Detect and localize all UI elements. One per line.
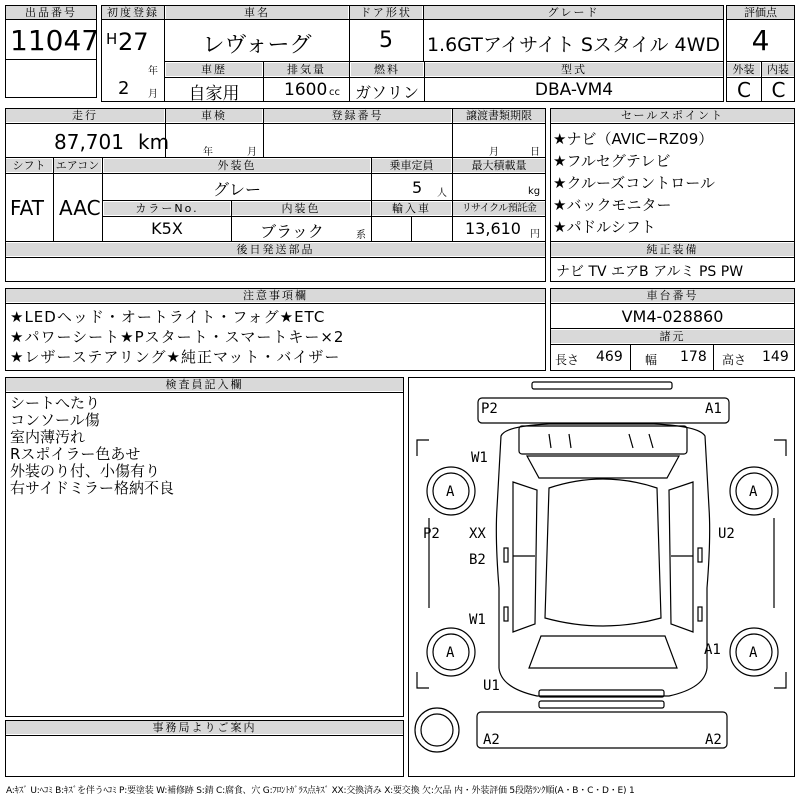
shift: FAT (10, 196, 45, 220)
car-diagram (409, 378, 794, 776)
note-line: ★パワーシート★Pスタート・スマートキー×2 (10, 328, 345, 346)
capacity-header: 乗車定員 (372, 159, 451, 172)
recycle-unit: 円 (530, 229, 540, 240)
code-a-rear-left: A (446, 645, 455, 661)
code-a2-left: A2 (483, 732, 500, 748)
inspection-month-unit: 月 (247, 147, 257, 158)
shift-header: シフト (6, 159, 52, 172)
width: 178 (680, 349, 707, 365)
year-unit: 年 (148, 66, 158, 77)
inspection-header: 車検 (166, 109, 262, 122)
code-w1-top: W1 (471, 450, 488, 466)
sales-point: ★パドルシフト (553, 218, 656, 236)
max-load-header: 最大積載量 (453, 159, 545, 172)
sales-point: ★フルセグテレビ (553, 152, 671, 170)
capacity: 5 (412, 178, 423, 197)
int-color: ブラック (260, 222, 324, 241)
door-count: 5 (379, 28, 393, 53)
front-windshield (527, 456, 679, 478)
mileage-unit: km (138, 130, 170, 154)
width-label: 幅 (645, 353, 658, 367)
length: 469 (596, 349, 623, 365)
first-reg-year: 27 (118, 28, 149, 56)
rear-lamp-bar (539, 701, 664, 708)
sales-point: ★ナビ（AVIC−RZ09） (553, 130, 714, 148)
office-header: 事務局よりご案内 (6, 721, 403, 734)
first-reg-header: 初度登録 (102, 6, 164, 19)
history-header: 車歴 (166, 63, 262, 76)
color-no-header: カラーNo. (104, 202, 230, 215)
recycle-fee: 13,610 (465, 219, 521, 238)
aircon: AAC (59, 196, 101, 220)
inspector-note: シートへたり (10, 394, 101, 412)
code-a-front-right: A (749, 484, 758, 500)
chassis-number: VM4-028860 (621, 307, 724, 326)
month-unit: 月 (148, 89, 158, 100)
reg-no-header: 登録番号 (264, 109, 451, 122)
code-b2: B2 (469, 552, 486, 568)
rear-window (529, 636, 677, 668)
displacement: 1600 (284, 80, 328, 100)
note-line: ★レザーステアリング★純正マット・バイザー (10, 348, 341, 366)
aircon-header: エアコン (55, 159, 100, 172)
inspection-year-unit: 年 (203, 147, 213, 158)
code-a-rear-right: A (749, 645, 758, 661)
code-xx: XX (469, 526, 486, 542)
car-body-outline (496, 424, 709, 696)
door-header: ドア形状 (350, 6, 422, 19)
inspector-notes-list (10, 395, 174, 497)
hood (519, 426, 687, 454)
front-bumper (478, 398, 729, 423)
left-doors (513, 482, 537, 632)
car-name-header: 車名 (166, 6, 348, 19)
inspector-note: 外装のり付、小傷有り (10, 462, 161, 480)
fuel: ガソリン (354, 83, 419, 102)
notes-list (10, 307, 344, 367)
code-p2-top: P2 (481, 401, 498, 417)
notes-header: 注意事項欄 (6, 289, 545, 302)
score-header: 評価点 (727, 6, 794, 19)
capacity-unit: 人 (437, 188, 447, 199)
ext-color: グレー (212, 180, 261, 199)
interior-grade: C (771, 78, 786, 102)
recycle-header: リサイクル預託金 (453, 202, 545, 215)
displacement-header: 排気量 (264, 63, 349, 76)
later-parts-header: 後日発送部品 (6, 243, 545, 256)
deadline-month-unit: 月 (489, 147, 499, 158)
mileage: 87,701 (54, 130, 124, 154)
inspector-note: 室内薄汚れ (10, 428, 86, 446)
code-u2: U2 (718, 526, 735, 542)
model-code: DBA-VM4 (534, 80, 614, 100)
equipment-header: 純正装備 (551, 243, 794, 256)
exterior-grade: C (737, 78, 751, 102)
grade-header: グレード (424, 6, 723, 19)
sales-points-list (553, 128, 715, 238)
exterior-header: 外装 (727, 63, 760, 76)
grade: 1.6GTアイサイト Sスタイル 4WD (426, 34, 721, 56)
history: 自家用 (188, 84, 240, 104)
lot-number-header: 出品番号 (6, 6, 96, 19)
deadline-header: 譲渡書類期限 (453, 109, 545, 122)
code-a1-side: A1 (704, 642, 721, 658)
interior-header: 内装 (762, 63, 794, 76)
code-u1: U1 (483, 678, 500, 694)
sales-point: ★バックモニター (553, 196, 672, 214)
roof (545, 479, 661, 626)
score: 4 (751, 24, 770, 57)
color-no: K5X (151, 219, 183, 238)
rear-bumper (477, 712, 727, 748)
car-name: レヴォーグ (202, 33, 312, 58)
code-a-front-left: A (446, 484, 455, 500)
inspector-header: 検査員記入欄 (6, 378, 403, 391)
sales-points-header: セールスポイント (551, 109, 794, 122)
int-color-suffix: 系 (356, 230, 366, 241)
specs-header: 諸元 (551, 330, 794, 343)
displacement-unit: cc (329, 87, 340, 98)
era-letter: H (106, 30, 118, 48)
length-label: 長さ (555, 353, 580, 367)
right-doors (669, 482, 693, 632)
code-a2-right: A2 (705, 732, 722, 748)
import-header: 輸入車 (372, 202, 451, 215)
note-line: ★LEDヘッド・オートライト・フォグ★ETC (10, 308, 326, 326)
load-unit: kg (528, 186, 541, 197)
code-w1-bottom: W1 (469, 612, 486, 628)
deadline-day-unit: 日 (530, 147, 540, 158)
inspector-note: 右サイドミラー格納不良 (10, 479, 174, 497)
sales-point: ★クルーズコントロール (553, 174, 715, 192)
int-color-header: 内装色 (232, 202, 370, 215)
inspector-note: コンソール傷 (10, 411, 100, 429)
code-p2-side: P2 (423, 526, 440, 542)
chassis-header: 車台番号 (551, 289, 794, 302)
fuel-header: 燃料 (351, 63, 423, 76)
code-a1-top: A1 (705, 401, 722, 417)
inspector-note: Rスポイラー色あせ (10, 445, 141, 463)
first-reg-month: 2 (118, 78, 130, 99)
lot-number: 11047 (10, 24, 100, 57)
ext-color-header: 外装色 (104, 159, 370, 172)
equipment: ナビ TV エアB アルミ PS PW (556, 264, 744, 280)
legend: A:ｷｽﾞ U:ﾍｺﾐ B:ｷｽﾞを伴うﾍｺﾐ P:要塗装 W:補修跡 S:錆 C:腐食、穴 G:ﾌﾛﾝﾄｶﾞﾗｽ点ｷｽﾞ XX:交換済み X:要交換 欠:欠品 内・外装評価 5段階ﾗﾝｸ順(A・B・C・D・E) 1 (6, 786, 635, 796)
height-label: 高さ (722, 353, 747, 367)
mileage-header: 走行 (6, 109, 164, 122)
model-code-header: 型式 (425, 63, 723, 76)
height: 149 (762, 349, 789, 365)
front-bumper-bar (532, 382, 672, 389)
